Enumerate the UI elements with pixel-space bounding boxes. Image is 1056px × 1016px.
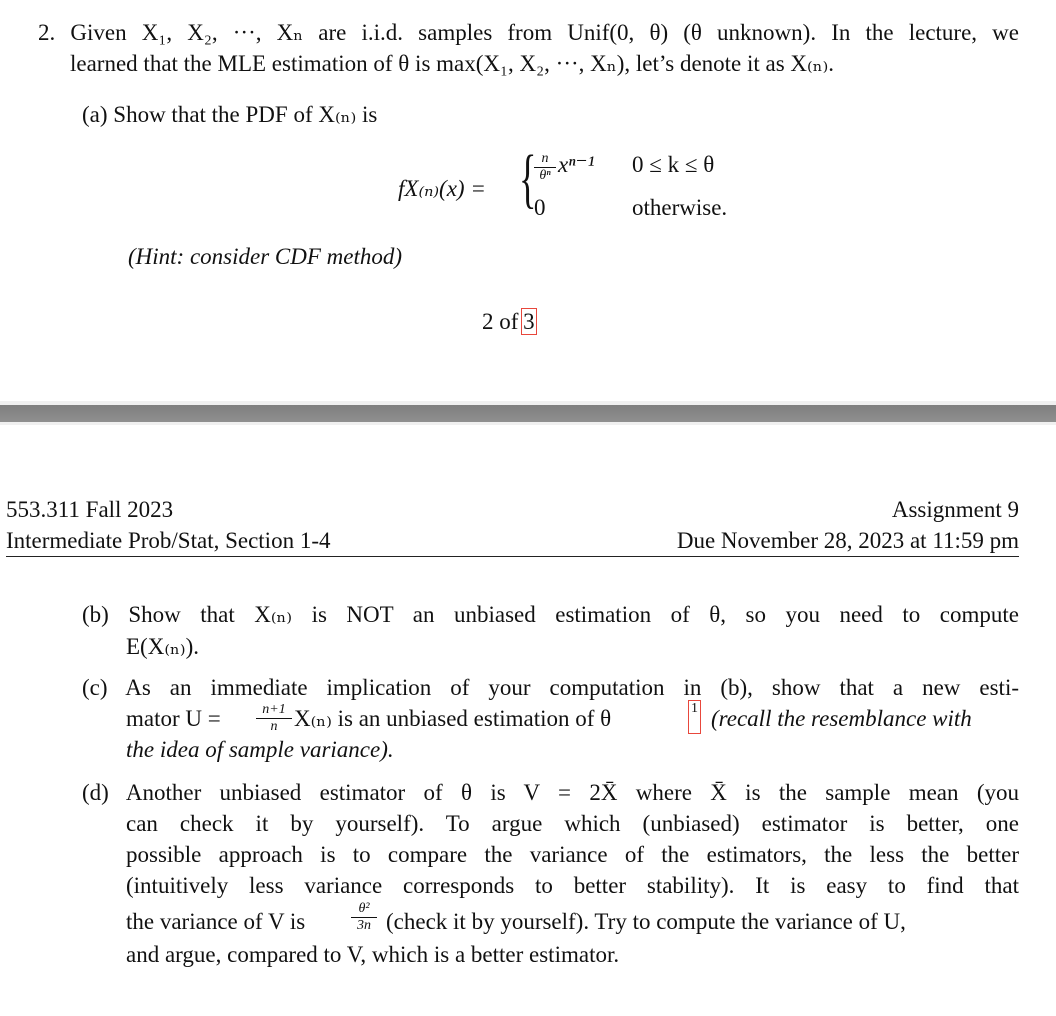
formula-case1-condition: 0 ≤ k ≤ θ [632,152,715,177]
page-separator [0,405,1056,422]
page-number-footer [482,308,537,336]
footnote-link[interactable]: 1 [688,700,701,734]
part-b-line-2: E(X₍ₙ₎). [126,634,199,659]
hint-text: (Hint: consider CDF method) [128,244,403,269]
fraction-denominator: n [270,719,278,734]
header-course-title: Intermediate Prob/Stat, Section 1-4 [6,528,331,553]
part-c-line-2c: (recall the resemblance with [711,706,972,731]
part-d-line-5a: the variance of V is [126,909,306,934]
part-c-line-1: (c) As an immediate implication of your computation in (b), show that a new esti- [82,675,1019,700]
fraction-numerator: n [541,151,549,166]
header-assignment: Assignment 9 [891,497,1019,522]
part-d-line-5b: (check it by yourself). Try to compute the variance of U, [386,909,906,934]
formula-lhs: fX₍ₙ₎(x) = [398,176,486,201]
header-rule [6,556,1019,557]
page-total-link[interactable]: 3 [523,309,535,334]
formula-case1-expr: xⁿ⁻¹ [558,152,595,177]
fraction-numerator: n+1 [262,702,286,717]
part-c-line-2a: mator U = [126,706,221,731]
page-number-label: 2 of [482,309,519,334]
problem-line-2: learned that the MLE estimation of θ is max(X₁, X₂, ···, Xₙ), let’s denote it as X₍ₙ₎. [70,51,835,76]
fraction-denominator: θⁿ [539,168,551,183]
fraction-numerator: θ² [358,901,370,916]
part-c-line-3: the idea of sample variance). [126,737,394,762]
part-d-line-4: (intuitively less variance corresponds to better stability). It is easy to find that [126,873,1019,898]
problem-line-1: 2. Given X₁, X₂, ···, Xₙ are i.i.d. samples from Unif(0, θ) (θ unknown). In the lecture, we [38,20,1019,45]
header-course: 553.311 Fall 2023 [6,497,174,522]
fraction-denominator: 3n [357,918,371,933]
formula-brace: { [519,142,537,215]
part-a-text: (a) Show that the PDF of X₍ₙ₎ is [82,102,378,127]
header-due: Due November 28, 2023 at 11:59 pm [676,528,1019,553]
formula-fraction [534,152,556,183]
part-d-fraction [351,902,377,933]
part-b-line-1: (b) Show that X₍ₙ₎ is NOT an unbiased estimation of θ, so you need to compute [82,602,1019,627]
part-d-line-2: can check it by yourself). To argue which (unbiased) estimator is better, one [126,811,1019,836]
formula-case2-expr: 0 [534,195,546,220]
part-c-line-2b: X₍ₙ₎ is an unbiased estimation of θ [294,706,612,731]
part-d-line-3: possible approach is to compare the variance of the estimators, the less the better [126,842,1019,867]
formula-case2-condition: otherwise. [632,195,728,220]
part-c-fraction [256,703,292,734]
part-d-line-6: and argue, compared to V, which is a better estimator. [126,942,620,967]
part-d-line-1: (d) Another unbiased estimator of θ is V = 2X̄ where X̄ is the sample mean (you [82,780,1019,805]
